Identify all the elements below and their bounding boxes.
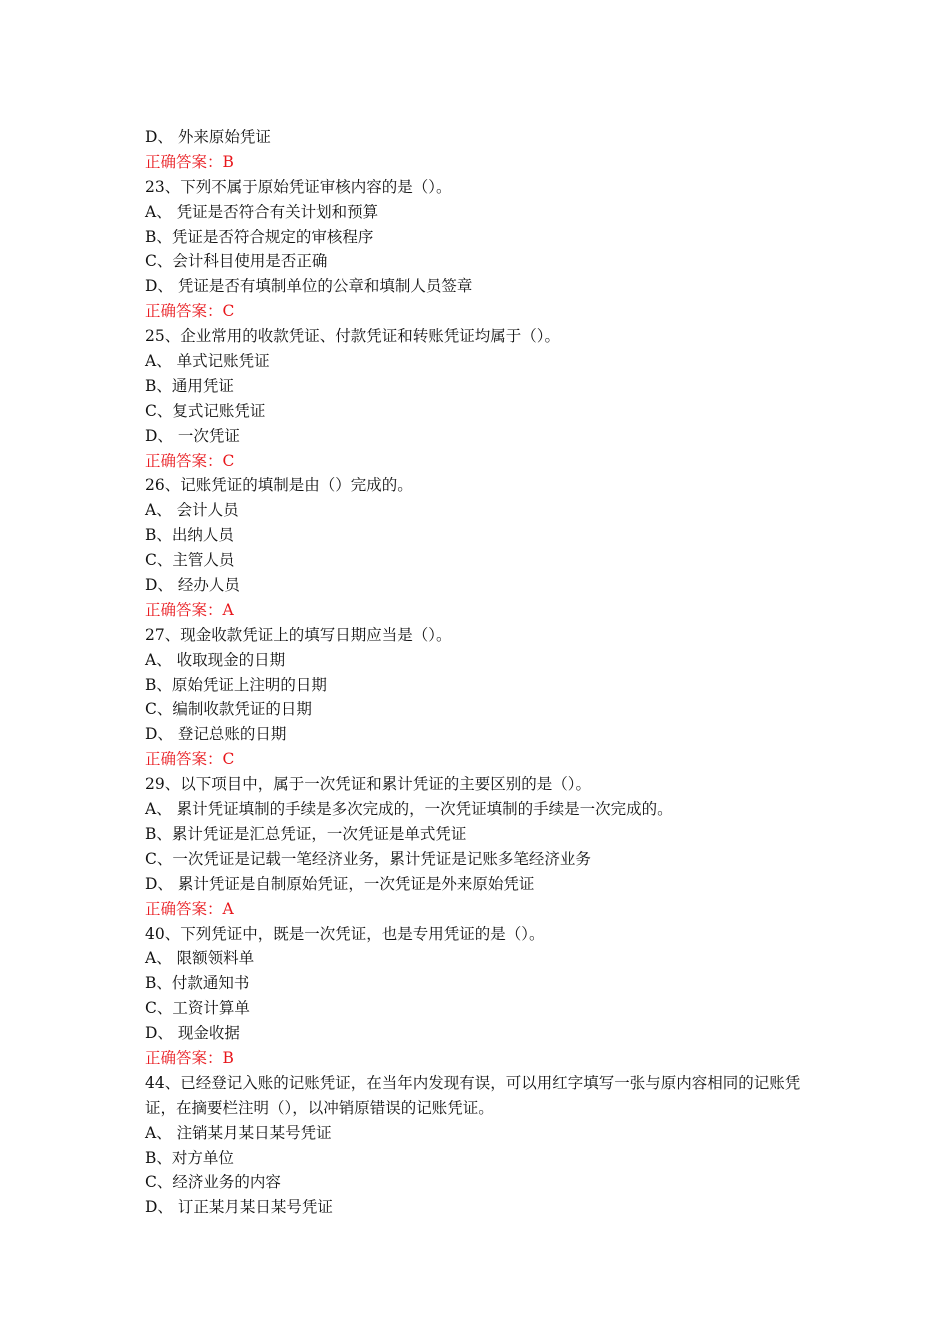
answer-option: C、编制收款凭证的日期 (145, 700, 312, 719)
answer-option: D、 现金收据 (145, 1024, 240, 1043)
answer-option: D、 登记总账的日期 (145, 725, 287, 744)
question-text: 40、下列凭证中，既是一次凭证，也是专用凭证的是（）。 (145, 924, 545, 943)
answer-option: D、 凭证是否有填制单位的公章和填制人员签章 (145, 277, 473, 296)
answer-option: C、主管人员 (145, 551, 235, 570)
answer-option: B、付款通知书 (145, 974, 250, 993)
answer-option: B、通用凭证 (145, 376, 234, 395)
answer-option: A、 单式记账凭证 (145, 352, 270, 371)
correct-answer: 正确答案：C (145, 451, 235, 470)
answer-option: B、累计凭证是汇总凭证，一次凭证是单式凭证 (145, 824, 467, 843)
answer-option: C、经济业务的内容 (145, 1173, 281, 1192)
answer-option: A、 注销某月某日某号凭证 (145, 1123, 332, 1142)
question-text: 44、已经登记入账的记账凭证，在当年内发现有误，可以用红字填写一张与原内容相同的记账凭证，在摘要栏注明（），以冲销原错误的记账凭证。 (145, 1073, 801, 1117)
answer-option: B、原始凭证上注明的日期 (145, 675, 327, 694)
correct-answer: 正确答案：C (145, 302, 235, 321)
answer-option: A、 限额领料单 (145, 949, 255, 968)
answer-option: B、凭证是否符合规定的审核程序 (145, 227, 374, 246)
answer-option: B、出纳人员 (145, 526, 234, 545)
question-text: 29、以下项目中，属于一次凭证和累计凭证的主要区别的是（）。 (145, 775, 591, 794)
answer-option: D、 一次凭证 (145, 426, 240, 445)
answer-option: C、工资计算单 (145, 999, 250, 1018)
question-text: 25、企业常用的收款凭证、付款凭证和转账凭证均属于（）。 (145, 327, 560, 346)
answer-option: B、对方单位 (145, 1148, 234, 1167)
question-text: 27、现金收款凭证上的填写日期应当是（）。 (145, 625, 452, 644)
answer-option: D、 外来原始凭证 (145, 128, 271, 146)
answer-option: A、 会计人员 (145, 501, 239, 520)
question-list (145, 125, 815, 1220)
correct-answer: 正确答案：C (145, 750, 235, 769)
correct-answer: 正确答案：A (145, 600, 234, 619)
answer-option: A、 累计凭证填制的手续是多次完成的，一次凭证填制的手续是一次完成的。 (145, 800, 673, 819)
correct-answer: 正确答案：A (145, 899, 234, 918)
question-text: 26、记账凭证的填制是由（）完成的。 (145, 476, 413, 495)
correct-answer: 正确答案：B (145, 152, 234, 171)
answer-option: C、复式记账凭证 (145, 401, 266, 420)
answer-option: D、 订正某月某日某号凭证 (145, 1198, 333, 1217)
answer-option: C、会计科目使用是否正确 (145, 252, 328, 271)
answer-option: A、 凭证是否符合有关计划和预算 (145, 202, 379, 221)
correct-answer: 正确答案：B (145, 1048, 234, 1067)
answer-option: C、一次凭证是记载一笔经济业务，累计凭证是记账多笔经济业务 (145, 849, 591, 868)
question-text: 23、下列不属于原始凭证审核内容的是（）。 (145, 177, 452, 196)
answer-option: D、 累计凭证是自制原始凭证，一次凭证是外来原始凭证 (145, 874, 535, 893)
answer-option: A、 收取现金的日期 (145, 650, 286, 669)
answer-option: D、 经办人员 (145, 576, 240, 595)
